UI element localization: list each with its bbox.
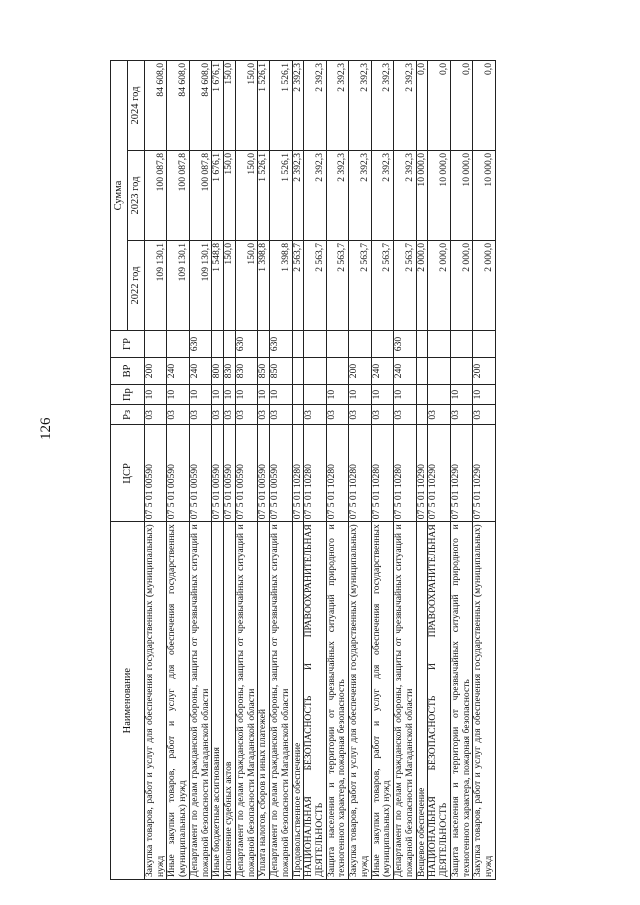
cell-rz bbox=[292, 405, 304, 425]
cell-vr: 200 bbox=[145, 358, 167, 385]
cell-csr: 07 5 01 10290 bbox=[428, 425, 450, 522]
cell-pr: 10 bbox=[212, 385, 224, 405]
cell-name: Закупка товаров, работ и услуг для обеспечения государственных (муниципальных) нужд bbox=[145, 522, 167, 880]
table-header-row bbox=[111, 61, 128, 880]
col-header-csr: ЦСР bbox=[111, 425, 145, 522]
cell-rz: 03 bbox=[473, 405, 495, 425]
table-row bbox=[167, 61, 189, 880]
cell-pr bbox=[304, 385, 326, 405]
rotated-page-content bbox=[110, 60, 560, 880]
cell-gr bbox=[292, 331, 304, 358]
table-row bbox=[394, 61, 416, 880]
cell-2022: 2 563,7 bbox=[349, 241, 371, 331]
table-row bbox=[212, 61, 224, 880]
cell-name: Вещевое обеспечение bbox=[416, 522, 428, 880]
cell-2022: 150,0 bbox=[235, 241, 257, 331]
cell-name: Защита населения и территории от чрезвычайных ситуаций природного и техногенного характера, пожарная безопасность bbox=[326, 522, 348, 880]
cell-2024: 1 676,1 bbox=[212, 61, 224, 151]
cell-2022: 109 130,1 bbox=[145, 241, 167, 331]
cell-pr bbox=[292, 385, 304, 405]
cell-vr bbox=[292, 358, 304, 385]
col-header-2022: 2022 год bbox=[128, 241, 145, 331]
cell-2023: 100 087,8 bbox=[167, 151, 189, 241]
cell-2022: 150,0 bbox=[224, 241, 236, 331]
budget-table bbox=[110, 60, 496, 880]
table-row bbox=[258, 61, 270, 880]
cell-rz: 03 bbox=[212, 405, 224, 425]
cell-gr bbox=[145, 331, 167, 358]
cell-rz: 03 bbox=[235, 405, 257, 425]
cell-pr: 10 bbox=[371, 385, 393, 405]
cell-2022: 109 130,1 bbox=[167, 241, 189, 331]
cell-gr bbox=[326, 331, 348, 358]
cell-name: Департамент по делам гражданской обороны, защиты от чрезвычайных ситуаций и пожарной безопасности Магаданской области bbox=[189, 522, 211, 880]
cell-2022: 2 563,7 bbox=[394, 241, 416, 331]
cell-csr: 07 5 01 00590 bbox=[258, 425, 270, 522]
table-row bbox=[371, 61, 393, 880]
cell-pr: 10 bbox=[450, 385, 472, 405]
cell-name: Исполнение судебных актов bbox=[224, 522, 236, 880]
table-row bbox=[235, 61, 257, 880]
col-header-rz: Рз bbox=[111, 405, 145, 425]
table-row bbox=[304, 61, 326, 880]
cell-name: НАЦИОНАЛЬНАЯ БЕЗОПАСНОСТЬ И ПРАВООХРАНИТЕЛЬНАЯ ДЕЯТЕЛЬНОСТЬ bbox=[304, 522, 326, 880]
cell-2023: 2 392,3 bbox=[349, 151, 371, 241]
col-header-vr: ВР bbox=[111, 358, 145, 385]
cell-vr bbox=[326, 358, 348, 385]
cell-pr: 10 bbox=[326, 385, 348, 405]
cell-gr: 630 bbox=[270, 331, 292, 358]
cell-gr bbox=[416, 331, 428, 358]
cell-name: Иные закупки товаров, работ и услуг для обеспечения государственных (муниципальных) нужд bbox=[371, 522, 393, 880]
cell-csr: 07 5 01 10280 bbox=[371, 425, 393, 522]
table-row bbox=[428, 61, 450, 880]
cell-pr: 10 bbox=[224, 385, 236, 405]
cell-gr bbox=[450, 331, 472, 358]
cell-rz bbox=[416, 405, 428, 425]
cell-vr: 850 bbox=[270, 358, 292, 385]
table-row bbox=[224, 61, 236, 880]
cell-rz: 03 bbox=[326, 405, 348, 425]
cell-gr bbox=[473, 331, 495, 358]
cell-2023: 10 000,0 bbox=[428, 151, 450, 241]
cell-2023: 2 392,3 bbox=[292, 151, 304, 241]
cell-2024: 150,0 bbox=[224, 61, 236, 151]
cell-2023: 1 526,1 bbox=[258, 151, 270, 241]
cell-2022: 2 000,0 bbox=[450, 241, 472, 331]
cell-2024: 0,0 bbox=[473, 61, 495, 151]
cell-2023: 1 526,1 bbox=[270, 151, 292, 241]
cell-name: Закупка товаров, работ и услуг для обеспечения государственных (муниципальных) нужд bbox=[473, 522, 495, 880]
cell-csr: 07 5 01 00590 bbox=[212, 425, 224, 522]
table-row bbox=[450, 61, 472, 880]
cell-2024: 84 608,0 bbox=[145, 61, 167, 151]
cell-2022: 2 563,7 bbox=[304, 241, 326, 331]
cell-2023: 10 000,0 bbox=[473, 151, 495, 241]
col-header-sum: Сумма bbox=[111, 61, 128, 331]
cell-2022: 1 398,8 bbox=[270, 241, 292, 331]
cell-rz: 03 bbox=[450, 405, 472, 425]
cell-name: Закупка товаров, работ и услуг для обеспечения государственных (муниципальных) нужд bbox=[349, 522, 371, 880]
cell-2024: 2 392,3 bbox=[304, 61, 326, 151]
cell-rz: 03 bbox=[349, 405, 371, 425]
cell-vr: 850 bbox=[258, 358, 270, 385]
cell-csr: 07 5 01 10280 bbox=[394, 425, 416, 522]
cell-pr: 10 bbox=[145, 385, 167, 405]
cell-rz: 03 bbox=[428, 405, 450, 425]
cell-2022: 2 563,7 bbox=[371, 241, 393, 331]
cell-vr: 240 bbox=[167, 358, 189, 385]
cell-gr: 630 bbox=[189, 331, 211, 358]
cell-name: Иные закупки товаров, работ и услуг для обеспечения государственных (муниципальных) нужд bbox=[167, 522, 189, 880]
cell-vr: 240 bbox=[371, 358, 393, 385]
table-body bbox=[145, 61, 496, 880]
col-header-2024: 2024 год bbox=[128, 61, 145, 151]
cell-csr: 07 5 01 10280 bbox=[292, 425, 304, 522]
cell-vr: 200 bbox=[473, 358, 495, 385]
cell-csr: 07 5 01 00590 bbox=[224, 425, 236, 522]
cell-name: Продовольственное обеспечение bbox=[292, 522, 304, 880]
cell-rz: 03 bbox=[224, 405, 236, 425]
cell-gr bbox=[224, 331, 236, 358]
cell-2023: 2 392,3 bbox=[304, 151, 326, 241]
cell-pr: 10 bbox=[235, 385, 257, 405]
cell-gr bbox=[212, 331, 224, 358]
cell-vr bbox=[428, 358, 450, 385]
cell-gr bbox=[349, 331, 371, 358]
cell-csr: 07 5 01 10290 bbox=[473, 425, 495, 522]
cell-csr: 07 5 01 10280 bbox=[326, 425, 348, 522]
cell-rz: 03 bbox=[394, 405, 416, 425]
cell-2023: 100 087,8 bbox=[145, 151, 167, 241]
cell-2022: 2 000,0 bbox=[473, 241, 495, 331]
cell-csr: 07 5 01 10280 bbox=[304, 425, 326, 522]
cell-2024: 2 392,3 bbox=[349, 61, 371, 151]
cell-name: Защита населения и территории от чрезвычайных ситуаций природного и техногенного характера, пожарная безопасность bbox=[450, 522, 472, 880]
page-number: 126 bbox=[38, 417, 54, 440]
cell-pr: 10 bbox=[349, 385, 371, 405]
cell-name: Иные бюджетные ассигнования bbox=[212, 522, 224, 880]
cell-vr: 200 bbox=[349, 358, 371, 385]
cell-vr bbox=[304, 358, 326, 385]
cell-rz: 03 bbox=[258, 405, 270, 425]
cell-2024: 0,0 bbox=[416, 61, 428, 151]
cell-csr: 07 5 01 10290 bbox=[416, 425, 428, 522]
cell-2024: 150,0 bbox=[235, 61, 257, 151]
cell-csr: 07 5 01 00590 bbox=[167, 425, 189, 522]
cell-rz: 03 bbox=[371, 405, 393, 425]
cell-pr bbox=[428, 385, 450, 405]
cell-2024: 2 392,3 bbox=[292, 61, 304, 151]
cell-pr: 10 bbox=[473, 385, 495, 405]
cell-rz: 03 bbox=[167, 405, 189, 425]
cell-vr bbox=[416, 358, 428, 385]
cell-rz: 03 bbox=[304, 405, 326, 425]
cell-2024: 84 608,0 bbox=[167, 61, 189, 151]
cell-pr: 10 bbox=[189, 385, 211, 405]
table-row bbox=[292, 61, 304, 880]
cell-2022: 1 398,8 bbox=[258, 241, 270, 331]
cell-2023: 1 676,1 bbox=[212, 151, 224, 241]
cell-2023: 2 392,3 bbox=[371, 151, 393, 241]
col-header-gr: ГР bbox=[111, 331, 145, 358]
cell-rz: 03 bbox=[145, 405, 167, 425]
cell-2024: 1 526,1 bbox=[258, 61, 270, 151]
cell-2022: 2 563,7 bbox=[292, 241, 304, 331]
table-row bbox=[349, 61, 371, 880]
cell-vr: 240 bbox=[394, 358, 416, 385]
cell-gr: 630 bbox=[235, 331, 257, 358]
cell-csr: 07 5 01 00590 bbox=[145, 425, 167, 522]
cell-2023: 100 087,8 bbox=[189, 151, 211, 241]
table-row bbox=[270, 61, 292, 880]
cell-vr: 830 bbox=[224, 358, 236, 385]
cell-pr bbox=[416, 385, 428, 405]
cell-pr: 10 bbox=[270, 385, 292, 405]
table-row bbox=[416, 61, 428, 880]
cell-2022: 1 548,8 bbox=[212, 241, 224, 331]
cell-2022: 2 000,0 bbox=[428, 241, 450, 331]
cell-vr bbox=[450, 358, 472, 385]
cell-2024: 2 392,3 bbox=[394, 61, 416, 151]
col-header-name: Наименование bbox=[111, 522, 145, 880]
table-row bbox=[145, 61, 167, 880]
cell-pr: 10 bbox=[167, 385, 189, 405]
cell-2023: 150,0 bbox=[235, 151, 257, 241]
cell-2024: 0,0 bbox=[428, 61, 450, 151]
cell-csr: 07 5 01 10290 bbox=[450, 425, 472, 522]
cell-name: НАЦИОНАЛЬНАЯ БЕЗОПАСНОСТЬ И ПРАВООХРАНИТЕЛЬНАЯ ДЕЯТЕЛЬНОСТЬ bbox=[428, 522, 450, 880]
cell-2024: 84 608,0 bbox=[189, 61, 211, 151]
cell-name: Департамент по делам гражданской обороны, защиты от чрезвычайных ситуаций и пожарной безопасности Магаданской области bbox=[270, 522, 292, 880]
cell-2023: 2 392,3 bbox=[394, 151, 416, 241]
cell-name: Департамент по делам гражданской обороны, защиты от чрезвычайных ситуаций и пожарной безопасности Магаданской области bbox=[235, 522, 257, 880]
cell-gr bbox=[428, 331, 450, 358]
table-row bbox=[473, 61, 495, 880]
cell-2022: 109 130,1 bbox=[189, 241, 211, 331]
cell-2023: 10 000,0 bbox=[416, 151, 428, 241]
cell-2024: 0,0 bbox=[450, 61, 472, 151]
cell-2023: 2 392,3 bbox=[326, 151, 348, 241]
cell-vr: 800 bbox=[212, 358, 224, 385]
table-row bbox=[189, 61, 211, 880]
cell-gr bbox=[304, 331, 326, 358]
cell-2024: 2 392,3 bbox=[326, 61, 348, 151]
col-header-2023: 2023 год bbox=[128, 151, 145, 241]
cell-name: Уплата налогов, сборов и иных платежей bbox=[258, 522, 270, 880]
cell-2024: 1 526,1 bbox=[270, 61, 292, 151]
cell-2023: 150,0 bbox=[224, 151, 236, 241]
cell-csr: 07 5 01 10280 bbox=[349, 425, 371, 522]
cell-rz: 03 bbox=[189, 405, 211, 425]
cell-gr bbox=[167, 331, 189, 358]
cell-name: Департамент по делам гражданской обороны, защиты от чрезвычайных ситуаций и пожарной безопасности Магаданской области bbox=[394, 522, 416, 880]
table-row bbox=[326, 61, 348, 880]
cell-2022: 2 000,0 bbox=[416, 241, 428, 331]
cell-pr: 10 bbox=[394, 385, 416, 405]
cell-vr: 240 bbox=[189, 358, 211, 385]
cell-pr: 10 bbox=[258, 385, 270, 405]
col-header-pr: Пр bbox=[111, 385, 145, 405]
cell-vr: 830 bbox=[235, 358, 257, 385]
cell-gr bbox=[258, 331, 270, 358]
cell-gr: 630 bbox=[394, 331, 416, 358]
cell-2024: 2 392,3 bbox=[371, 61, 393, 151]
cell-csr: 07 5 01 00590 bbox=[189, 425, 211, 522]
cell-csr: 07 5 01 00590 bbox=[270, 425, 292, 522]
cell-gr bbox=[371, 331, 393, 358]
cell-2023: 10 000,0 bbox=[450, 151, 472, 241]
cell-rz: 03 bbox=[270, 405, 292, 425]
cell-csr: 07 5 01 00590 bbox=[235, 425, 257, 522]
cell-2022: 2 563,7 bbox=[326, 241, 348, 331]
